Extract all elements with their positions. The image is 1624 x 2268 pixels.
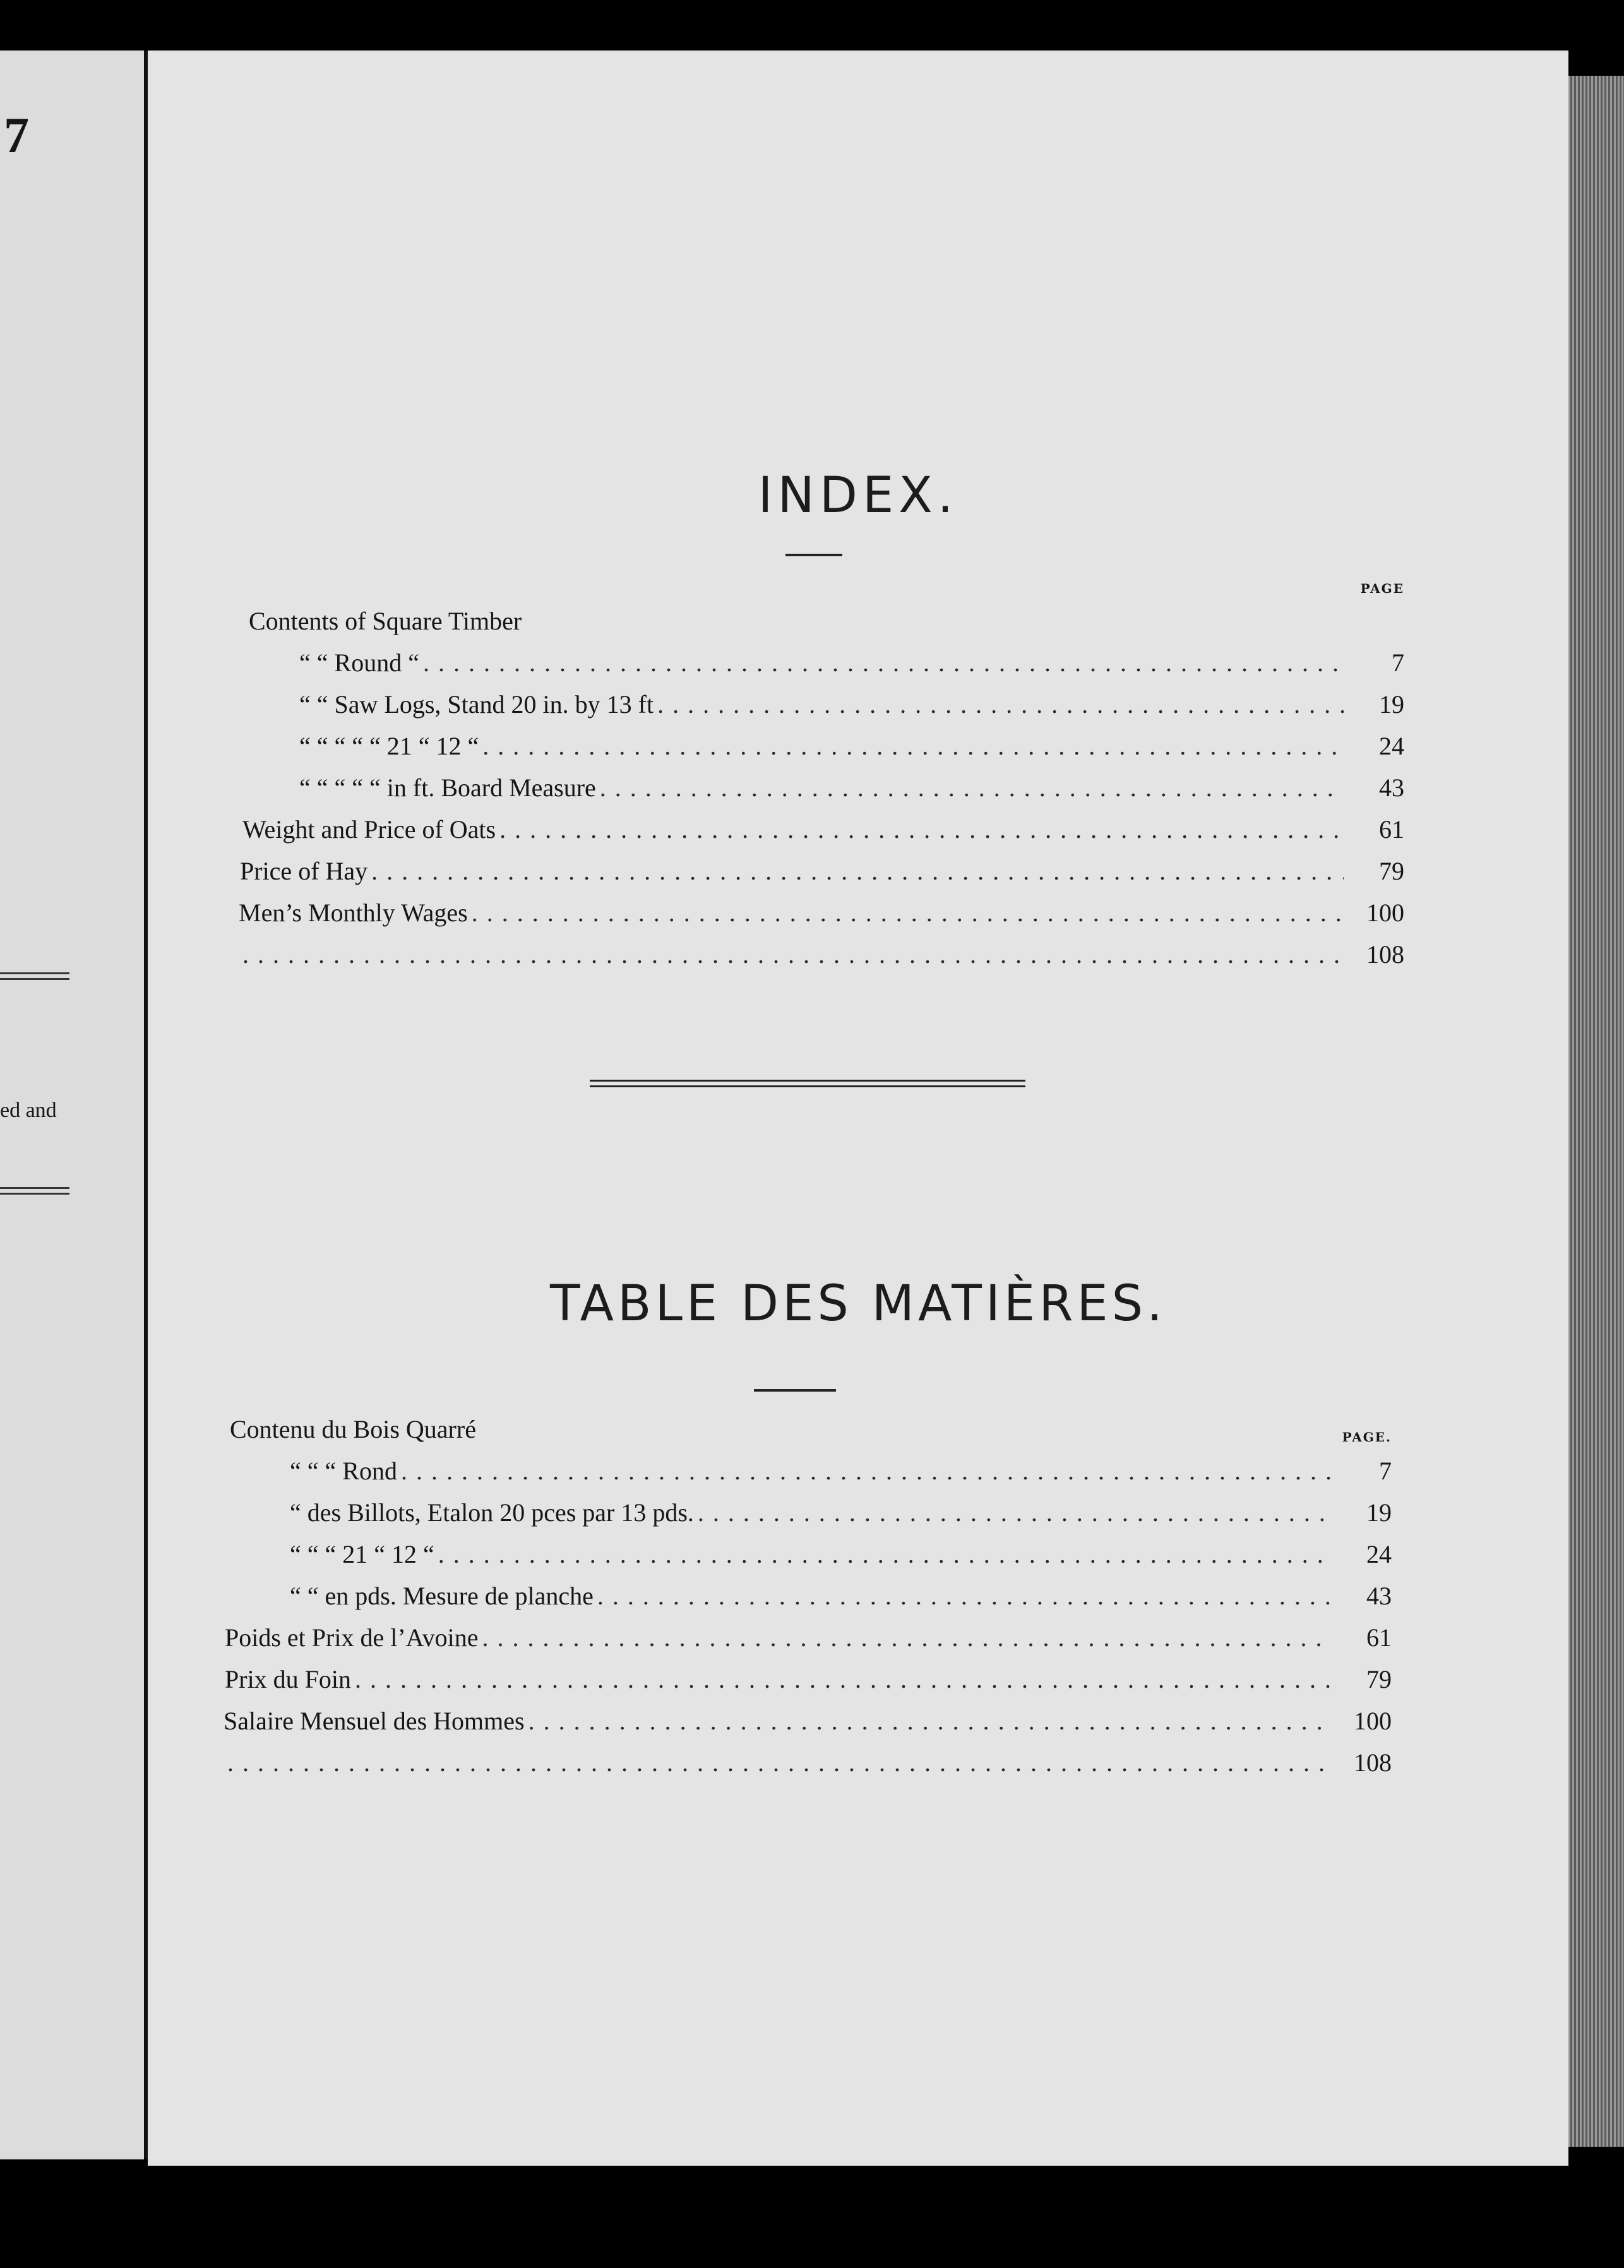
index-entry: “ “ “ “ “ 21 “ 12 “ . . . 24 bbox=[299, 731, 1404, 769]
table-des-matieres-title-rule bbox=[754, 1389, 836, 1392]
facing-page-text-fragment: ed and bbox=[0, 1099, 57, 1122]
index-title: INDEX. bbox=[758, 467, 958, 524]
tdm-page-column-header: PAGE. bbox=[1342, 1429, 1392, 1445]
index-entry: Men’s Monthly Wages . . . 100 bbox=[239, 898, 1404, 936]
tdm-entry: “ “ “ Rond . . . 7 bbox=[290, 1456, 1392, 1494]
tdm-entry: Prix du Foin . . . 79 bbox=[225, 1664, 1392, 1702]
tdm-entry: “ “ en pds. Mesure de planche . . . 43 bbox=[290, 1581, 1392, 1619]
facing-page-rule bbox=[0, 972, 69, 980]
tdm-entry: “ “ “ 21 “ 12 “ . . . 24 bbox=[290, 1539, 1392, 1577]
facing-page bbox=[0, 51, 144, 2159]
index-entry: Weight and Price of Oats . . . 61 bbox=[242, 815, 1404, 852]
facing-page-rule bbox=[0, 1187, 69, 1195]
table-des-matieres-title: TABLE DES MATIÈRES. bbox=[550, 1275, 1166, 1332]
section-separator bbox=[590, 1080, 1025, 1087]
index-entry: “ “ Round “ . . . 7 bbox=[299, 648, 1404, 686]
tdm-entry: Salaire Mensuel des Hommes . . . 100 bbox=[224, 1706, 1392, 1744]
index-entry: Price of Hay . . . 79 bbox=[240, 856, 1404, 894]
page-stack-edge bbox=[1568, 76, 1624, 2147]
index-entry: “ “ “ “ “ in ft. Board Measure . . . 43 bbox=[299, 773, 1404, 811]
index-page-column-header: PAGE bbox=[1360, 581, 1404, 596]
index-entry: . . . 108 bbox=[239, 940, 1404, 977]
index-entry: Contents of Square Timber bbox=[249, 607, 522, 635]
tdm-entry: “ des Billots, Etalon 20 pces par 13 pds. . . . 19 bbox=[290, 1498, 1392, 1536]
index-entry: “ “ Saw Logs, Stand 20 in. by 13 ft . . . 19 bbox=[299, 689, 1404, 727]
tdm-entry: Contenu du Bois Quarré bbox=[230, 1415, 476, 1443]
book-page bbox=[148, 51, 1568, 2166]
table-des-matieres-list bbox=[224, 1402, 1392, 1793]
index-title-rule bbox=[785, 554, 842, 556]
tdm-entry: Poids et Prix de l’Avoine . . . 61 bbox=[225, 1623, 1392, 1661]
tdm-entry: . . . 108 bbox=[224, 1748, 1392, 1786]
index-list bbox=[239, 575, 1404, 969]
facing-page-number: 7 bbox=[4, 108, 29, 164]
